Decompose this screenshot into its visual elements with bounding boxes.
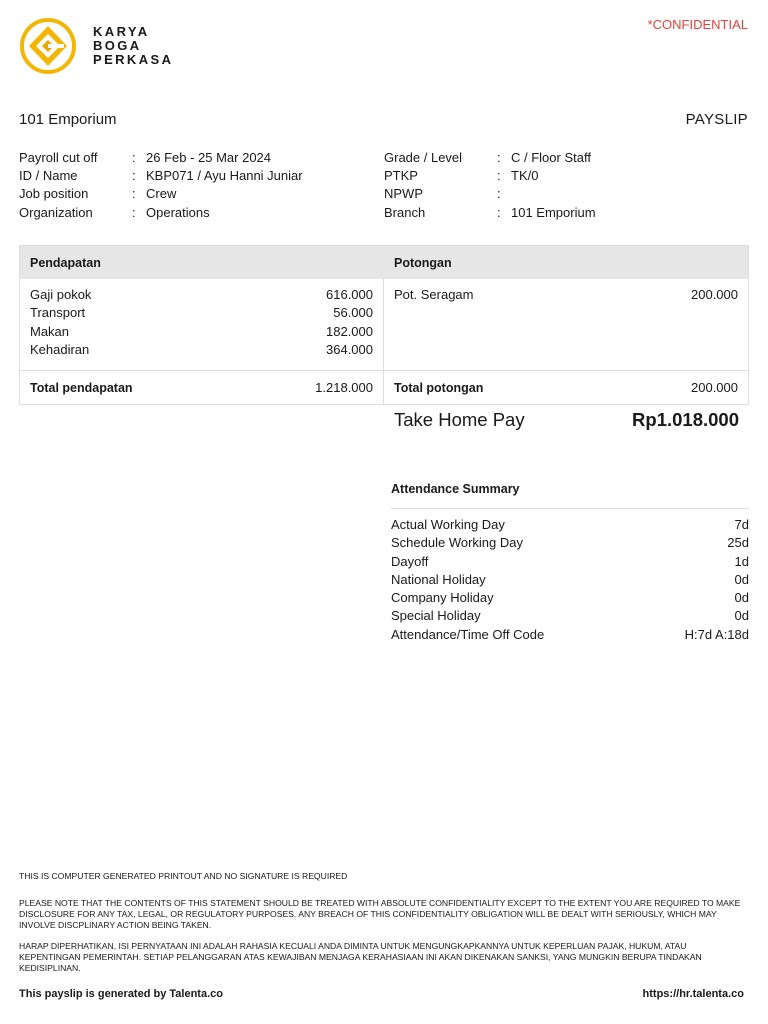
- earnings-total-amount: 1.218.000: [315, 380, 373, 395]
- company-logo-text: KARYA BOGA PERKASA: [93, 24, 174, 67]
- info-row-organization: [19, 205, 303, 223]
- take-home-pay-amount: Rp1.018.000: [632, 409, 739, 430]
- earning-amount: 364.000: [326, 341, 373, 357]
- earning-amount: 182.000: [326, 323, 373, 339]
- info-label: Grade / Level: [384, 150, 463, 165]
- info-colon: :: [132, 150, 136, 165]
- attendance-value: 25d: [727, 535, 749, 551]
- info-value: C / Floor Staff: [511, 150, 591, 165]
- deductions-total: [384, 371, 748, 404]
- info-label: Branch: [384, 204, 426, 220]
- deduction-name: Pot. Seragam: [394, 287, 474, 302]
- info-value: 101 Emporium: [511, 204, 596, 220]
- info-colon: :: [497, 186, 501, 202]
- info-value: TK/0: [511, 168, 539, 184]
- earning-name: Makan: [30, 323, 70, 339]
- deductions-total-label: Total potongan: [394, 380, 484, 395]
- page-title: PAYSLIP: [685, 111, 748, 128]
- info-value: KBP071 / Ayu Hanni Juniar: [146, 168, 303, 184]
- take-home-pay-label: Take Home Pay: [394, 409, 525, 430]
- earnings-total: [20, 371, 384, 404]
- table-body: [20, 279, 748, 371]
- earning-name: Gaji pokok: [30, 287, 92, 302]
- earning-item: [30, 287, 373, 305]
- info-label: ID / Name: [19, 168, 78, 184]
- attendance-value: 0d: [734, 590, 749, 606]
- table-header: [20, 246, 748, 279]
- attendance-row: [391, 535, 749, 553]
- attendance-value: H:7d A:18d: [684, 626, 749, 642]
- earnings-total-label: Total pendapatan: [30, 380, 133, 395]
- earnings-deductions-table: [19, 245, 749, 405]
- employee-info-left: [19, 150, 303, 223]
- attendance-label: Dayoff: [391, 553, 429, 569]
- attendance-summary-list: [391, 517, 749, 645]
- employee-info-right: [384, 150, 596, 223]
- info-row-id-name: [19, 168, 303, 186]
- confidential-label: *CONFIDENTIAL: [647, 17, 748, 32]
- attendance-label: Attendance/Time Off Code: [391, 626, 545, 642]
- info-colon: :: [132, 204, 136, 220]
- attendance-summary-title: Attendance Summary: [391, 482, 520, 496]
- earning-name: Kehadiran: [30, 341, 90, 357]
- info-colon: :: [132, 186, 136, 202]
- attendance-value: 0d: [734, 571, 749, 587]
- attendance-label: Special Holiday: [391, 608, 481, 624]
- info-value: Crew: [146, 186, 177, 202]
- earning-item: [30, 324, 373, 342]
- attendance-row: [391, 572, 749, 590]
- info-row-payroll-cutoff: [19, 150, 303, 168]
- attendance-label: Company Holiday: [391, 590, 494, 606]
- earning-item: [30, 305, 373, 323]
- info-label: Job position: [19, 186, 89, 202]
- earnings-heading: Pendapatan: [30, 256, 101, 270]
- earning-amount: 56.000: [333, 305, 373, 321]
- footer-note-confidentiality-en: PLEASE NOTE THAT THE CONTENTS OF THIS STATEMENT SHOULD BE TREATED WITH ABSOLUTE CONFIDENTIALITY EXCEPT TO THE EXTENT YOU ARE REQUIRED TO MAKE DISCLOSURE FOR ANY TAX, LEGAL, OR REGULATORY PURPOSES. ANY BREACH OF THIS CONFIDENTIALITY OBLIGATION WILL BE DEALT WITH SERIOUSLY, WHICH MAY INVOLVE DISCPLINARY ACTION BEING TAKEN.: [19, 898, 741, 930]
- attendance-row: [391, 590, 749, 608]
- info-row-ptkp: [384, 168, 596, 186]
- info-label: Payroll cut off: [19, 150, 98, 165]
- attendance-value: 1d: [734, 553, 749, 569]
- info-value: Operations: [146, 204, 210, 220]
- earning-name: Transport: [30, 305, 86, 321]
- info-row-branch: [384, 205, 596, 223]
- footer-generated-by: This payslip is generated by Talenta.co: [19, 988, 223, 1000]
- deductions-total-amount: 200.000: [691, 380, 738, 395]
- earning-amount: 616.000: [326, 287, 373, 302]
- take-home-pay: [394, 409, 739, 431]
- info-colon: :: [497, 150, 501, 165]
- earnings-list: [20, 279, 384, 370]
- attendance-label: Schedule Working Day: [391, 535, 523, 551]
- store-name: 101 Emporium: [19, 111, 117, 128]
- info-colon: :: [132, 168, 136, 184]
- attendance-value: 0d: [734, 608, 749, 624]
- deduction-amount: 200.000: [691, 287, 738, 302]
- attendance-row: [391, 554, 749, 572]
- deduction-item: [394, 287, 738, 305]
- company-logo: [19, 18, 173, 74]
- info-row-npwp: [384, 186, 596, 204]
- attendance-row: [391, 517, 749, 535]
- footer-url-link[interactable]: https://hr.talenta.co: [642, 988, 744, 1000]
- attendance-divider: [391, 508, 749, 509]
- info-row-job-position: [19, 186, 303, 204]
- deductions-heading: Potongan: [394, 256, 452, 270]
- attendance-label: Actual Working Day: [391, 517, 505, 532]
- deductions-list: [384, 279, 748, 370]
- attendance-value: 7d: [734, 517, 749, 532]
- info-row-grade-level: [384, 150, 596, 168]
- company-logo-icon: [19, 18, 77, 74]
- earning-item: [30, 342, 373, 360]
- footer-note-confidentiality-id: HARAP DIPERHATIKAN, ISI PERNYATAAN INI ADALAH RAHASIA KECUALI ANDA DIMINTA UNTUK MENGUNGKAPKANNYA UNTUK KEPERLUAN PAJAK, HUKUM, ATAU KEPENTINGAN PEMERINTAH. SETIAP PELANGGARAN ATAS KEWAJIBAN MENJAGA KERAHASIAAN INI AKAN DIKENAKAN SANKSI, YANG MUNGKIN BERUPA TINDAKAN KEDISIPLINAN.: [19, 941, 702, 973]
- attendance-row: [391, 627, 749, 645]
- footer-note-signature: THIS IS COMPUTER GENERATED PRINTOUT AND NO SIGNATURE IS REQUIRED: [19, 871, 348, 881]
- info-label: PTKP: [384, 168, 418, 184]
- attendance-label: National Holiday: [391, 571, 486, 587]
- info-label: Organization: [19, 204, 93, 220]
- info-label: NPWP: [384, 186, 423, 202]
- table-totals: [20, 371, 748, 404]
- attendance-row: [391, 608, 749, 626]
- info-colon: :: [497, 204, 501, 220]
- info-colon: :: [497, 168, 501, 184]
- info-value: 26 Feb - 25 Mar 2024: [146, 150, 272, 165]
